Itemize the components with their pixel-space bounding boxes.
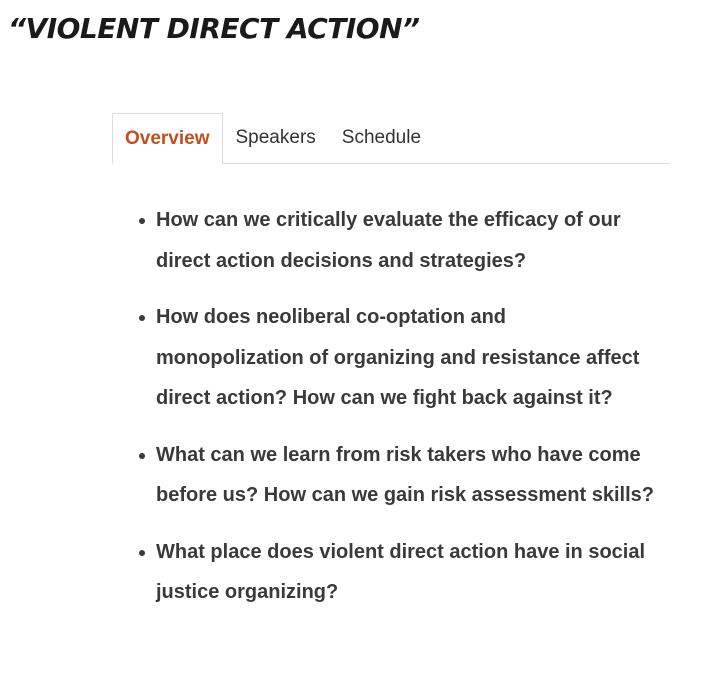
tab-overview[interactable]: Overview: [112, 113, 223, 164]
bullet-icon: [139, 218, 145, 224]
question-text: How can we critically evaluate the efficacy of our direct action decisions and strategies?: [156, 209, 621, 272]
bullet-icon: [139, 453, 145, 459]
list-item: [135, 200, 655, 281]
question-text: What can we learn from risk takers who have come before us? How can we gain risk assessment skills?: [156, 443, 654, 506]
bullet-icon: [139, 315, 145, 321]
tab-schedule[interactable]: Schedule: [341, 127, 422, 148]
question-text: How does neoliberal co-optation and monopolization of organizing and resistance affect direct action? How can we fight back against it?: [156, 306, 640, 409]
question-text: What place does violent direct action have in social justice organizing?: [156, 540, 646, 603]
overview-content: [135, 200, 655, 629]
bullet-icon: [139, 550, 145, 556]
list-item: [135, 435, 655, 516]
page-headline: “VIOLENT DIRECT ACTION”: [8, 12, 420, 45]
list-item: [135, 297, 655, 419]
tab-speakers[interactable]: Speakers: [235, 127, 316, 148]
tab-bar: [112, 113, 670, 164]
list-item: [135, 532, 655, 613]
question-list: [135, 200, 655, 613]
